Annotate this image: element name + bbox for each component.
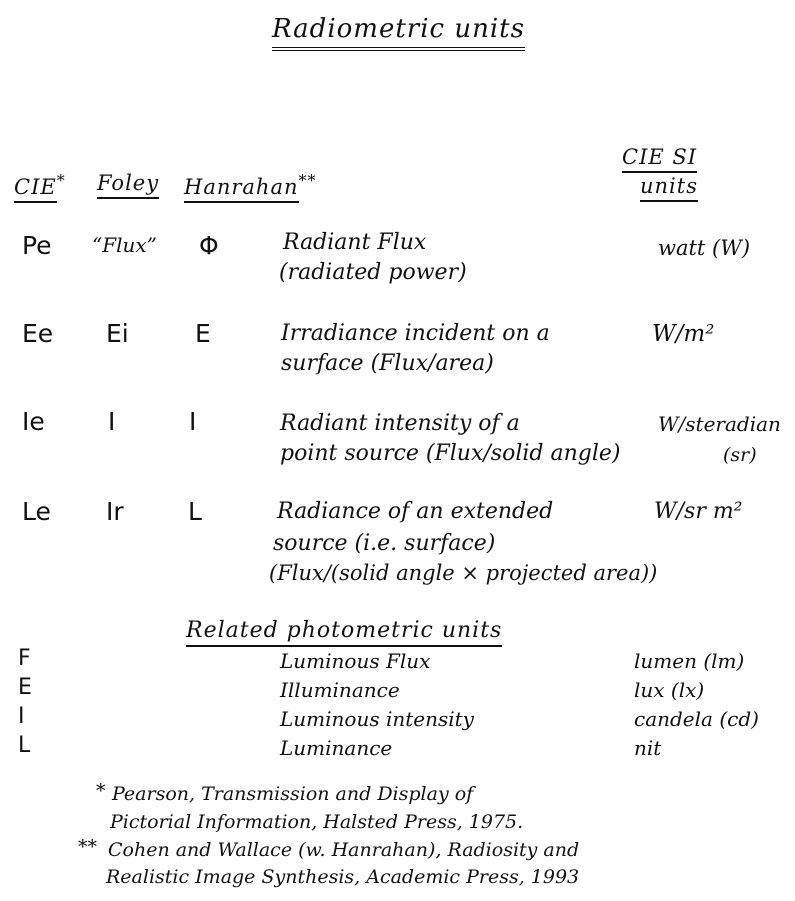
- row-3-hanrahan-symbol: I: [189, 407, 197, 436]
- row-1-description-line2: (radiated power): [279, 260, 467, 285]
- footnote-2-mark: **: [78, 836, 97, 858]
- header-si-label-1: CIE SI: [622, 145, 697, 173]
- header-hanrahan-label: Hanrahan: [184, 175, 299, 203]
- photometric-row-1-unit: lumen (lm): [634, 649, 745, 673]
- header-si-line2: [640, 174, 698, 198]
- row-1-unit: watt (W): [658, 236, 751, 260]
- photometric-row-2-symbol: E: [18, 675, 32, 700]
- photometric-row-3-name: Luminous intensity: [280, 707, 474, 731]
- row-4-description-line2: source (i.e. surface): [273, 531, 496, 556]
- page-title: Radiometric units: [272, 14, 525, 51]
- row-3-description-line2: point source (Flux/solid angle): [280, 441, 621, 466]
- header-cie: [14, 171, 66, 199]
- photometric-row-2-name: Illuminance: [280, 678, 400, 702]
- photometric-row-1-name: Luminous Flux: [280, 649, 431, 673]
- photometric-row-1-symbol: F: [18, 646, 31, 671]
- photometric-heading: Related photometric units: [186, 618, 502, 647]
- row-1-foley-symbol: “Flux”: [92, 233, 157, 257]
- row-1-cie-symbol: Pe: [22, 231, 52, 260]
- photometric-row-3-unit: candela (cd): [634, 707, 759, 731]
- row-3-cie-symbol: Ie: [22, 407, 45, 436]
- footnote-2-line2: Realistic Image Synthesis, Academic Press, 1993: [106, 866, 580, 888]
- footnote-1-line2: Pictorial Information, Halsted Press, 1975.: [110, 811, 524, 833]
- row-2-unit: W/m²: [652, 321, 715, 347]
- header-foley-label: Foley: [97, 171, 159, 199]
- row-1-description-line1: Radiant Flux: [283, 230, 427, 255]
- row-2-foley-symbol: Ei: [106, 319, 129, 348]
- photometric-row-2-unit: lux (lx): [634, 678, 705, 702]
- row-3-unit-line1: W/steradian: [658, 412, 781, 436]
- row-2-cie-symbol: Ee: [22, 319, 54, 348]
- footnote-1-mark: *: [96, 780, 106, 802]
- row-2-description-line1: Irradiance incident on a: [281, 321, 550, 346]
- photometric-row-4-unit: nit: [634, 736, 662, 760]
- row-1-hanrahan-symbol: Φ: [199, 231, 219, 260]
- row-3-foley-symbol: I: [108, 407, 116, 436]
- header-cie-label: CIE: [14, 175, 57, 203]
- header-si-line1: [622, 145, 697, 169]
- header-hanrahan: [184, 171, 317, 199]
- row-4-cie-symbol: Le: [22, 497, 51, 526]
- row-3-description-line1: Radiant intensity of a: [280, 411, 520, 436]
- row-4-description-line3: (Flux/(solid angle × projected area)): [269, 561, 658, 585]
- row-2-hanrahan-symbol: E: [195, 319, 211, 348]
- row-4-foley-symbol: Ir: [106, 497, 124, 526]
- row-2-description-line2: surface (Flux/area): [281, 351, 494, 376]
- header-cie-footnote-mark: *: [56, 171, 66, 190]
- row-4-hanrahan-symbol: L: [188, 497, 202, 526]
- footnote-2-line1: Cohen and Wallace (w. Hanrahan), Radiosity and: [108, 839, 580, 861]
- header-foley: [97, 171, 159, 195]
- row-3-unit-line2: (sr): [723, 444, 757, 466]
- photometric-row-4-symbol: L: [18, 733, 31, 758]
- photometric-row-3-symbol: I: [18, 704, 25, 729]
- footnote-1-line1: Pearson, Transmission and Display of: [112, 783, 474, 805]
- photometric-row-4-name: Luminance: [280, 736, 393, 760]
- header-si-label-2: units: [640, 174, 698, 202]
- row-4-description-line1: Radiance of an extended: [277, 499, 554, 524]
- row-4-unit: W/sr m²: [654, 499, 743, 524]
- header-hanrahan-footnote-mark: **: [298, 171, 317, 190]
